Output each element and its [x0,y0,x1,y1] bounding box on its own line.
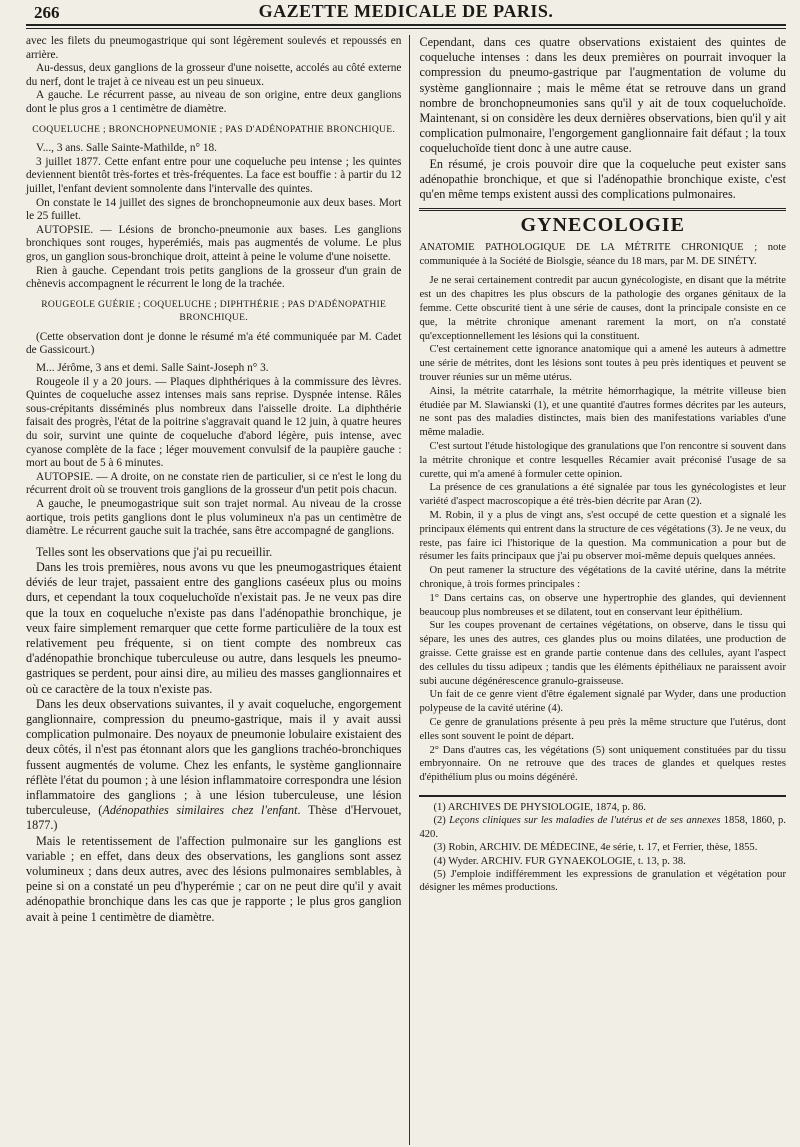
page-number: 266 [34,3,60,22]
footnote-rule [419,795,786,797]
paragraph: Rougeole il y a 20 jours. — Plaques diphthériques à la commissure des lèvres. Quintes de coqueluche assez intenses mais sans reprise. Dyspnée intense. Râles sous-crépitants disséminés plus nombreux dans l'aisselle droite. La diphthérie faisait des progrès, l'état de la poitrine s'aggravait quand le 12 juin, à quatre heures du soir, survint une quinte de coqueluche d'abord légère, puis intense, avec cyanose complète de la face ; léger mouvement convulsif de la paupière gauche : mort au bout de 5 à 6 minutes. [26,375,402,470]
paragraph: A gauche. Le récurrent passe, au niveau de son origine, entre deux ganglions dont le plus gros a 1 centimètre de diamètre. [26,89,402,115]
paragraph: Je ne serai certainement contredit par aucun gynécologiste, en disant que la métrite est un des chapitres les plus obscurs de la pathologie des organes génitaux de la femme. Cette obscurité tient à une série de causes, dont la principale consiste en ce que, la métrite chronique amenant rarement la mort, on n'a constaté qu'exceptionnellement les lésions qui la constituent. [419,275,786,342]
paragraph: Ainsi, la métrite catarrhale, la métrite hémorrhagique, la métrite villeuse bien étudiée par M. Slawianski (1), et une quantité d'autres formes décrites par les auteurs, ne sont pas des maladies distinctes, mais bien des manifestations variables d'une même maladie. [419,385,786,439]
footnote-text: (2) [433,815,450,827]
paragraph: Ce genre de granulations présente à peu près la même structure que l'utérus, dont elles sont souvent le point de départ. [419,716,786,742]
case-heading: COQUELUCHE ; BRONCHOPNEUMONIE ; PAS D'ADÉNOPATHIE BRONCHIQUE. [32,123,396,135]
paragraph-text: — A droite, on ne constate rien de particulier, si ce n'est le long du récurrent droit où se trouvent trois ganglions de la grosseur d'un petit pois chacun. [26,470,402,497]
citation-title: Leçons cliniques sur les maladies de l'utérus et de ses annexes [449,815,721,827]
paragraph: M... Jérôme, 3 ans et demi. Salle Saint-Joseph n° 3. [36,362,269,375]
journal-title: GAZETTE MEDICALE DE PARIS. [258,1,554,21]
footnote: (1) ARCHIVES DE PHYSIOLOGIE, 1874, p. 86. [433,801,646,813]
paragraph: Cependant, dans ces quatre observations existaient des quintes de coqueluche intenses : dans les deux premières on pourrait invoquer la compression du pneumo-gastrique par l'augmentation de volume du système ganglionnaire ; mais le même état se retrouve dans un grand nombre de bronchopneumonies sans qu'il y ait de toux coqueluchoïde. Maintenant, si on considère les deux dernières observations, bien qu'il y ait complication pulmonaire, l'engorgement ganglionnaire fait défaut ; la toux coqueluchoïde tient donc à une autre cause. [419,35,786,156]
citation-title: Adénopathies similaires chez l'enfant [102,803,298,818]
paragraph: 3 juillet 1877. Cette enfant entre pour une coqueluche peu intense ; les quintes deviennent bientôt très-fortes et très-fréquentes. La face est bouffie : à partir du 12 juillet, l'enfant devient somnolente dans l'intervalle des quintes. [26,155,402,195]
paragraph [26,471,401,498]
paragraph: Sur les coupes provenant de certaines végétations, on observe, dans le tissu qui sépare, les unes des autres, ces glandes plus ou moins dilatées, une production de graisse. Cette graisse est en grande partie contenue dans des cellules, ayant l'aspect des cellules du tissu adipeux ; tandis que les éléments épithéliaux ne paraissent avoir subi aucune dégénérescence granulo-graisseuse. [419,620,786,687]
paragraph: Un fait de ce genre vient d'être également signalé par Wyder, dans une production polypeuse de la cavité utérine (4). [419,689,786,715]
paragraph: On peut ramener la structure des végétations de la cavité utérine, dans la métrite chronique, à trois formes principales : [419,565,786,590]
footnote: (5) J'emploie indifféremment les expressions de granulation et végétation pour désigner les mêmes productions. [419,868,786,894]
paragraph: C'est surtout l'étude histologique des granulations que l'on rencontre si souvent dans la métrite chronique et contre lesquelles Récamier avait préconisé l'usage de sa curette, qui m'a amené à formuler cette opinion. [419,440,786,480]
paragraph: Au-dessus, deux ganglions de la grosseur d'une noisette, accolés au côté externe du nerf, dont le trajet à ce niveau est un peu sinueux. [26,62,402,88]
section-rule [419,208,786,211]
paragraph-text: Dans les deux observations suivantes, il y avait coqueluche, engorgement ganglionnaire, compression du pneumo-gastrique, mais il y avait aussi complication pulmonaire. Des noyaux de pneumonie lobulaire existaient des deux côtés, il n'est pas étonnant alors que les ganglions trachéo-bronchiques fussent augmentés de volume. Chez les enfants, le système ganglionnaire réflète l'état du poumon ; à une lésion inflammatoire correspondra une lésion inflammatoire des ganglions ; à une lésion tuberculeuse, une lésion tuberculeuse, ( [26,696,402,818]
paragraph: La présence de ces granulations a été signalée par tous les gynécologistes et leur variété d'aspect macroscopique a été très-bien décrite par Aran (2). [419,482,786,508]
right-column [410,35,786,1145]
header-rule [26,28,786,29]
paragraph: avec les filets du pneumogastrique qui sont légèrement soulevés et repoussés en arrière. [26,35,402,61]
left-column [26,35,410,1145]
footnote-text: 1858, 1860, p. 420. [419,815,786,840]
paragraph: 1° Dans certains cas, on observe une hypertrophie des glandes, qui deviennent beaucoup plus nombreuses et se dilatent, tout en conservant leur épithélium. [419,592,786,618]
paragraph-text: . Thèse d'Hervouet, 1877.) [26,803,402,833]
page-header [26,0,786,26]
paragraph: En résumé, je crois pouvoir dire que la coqueluche peut exister sans adénopathie bronchique, et que si l'adénopathie bronchique existe, c'est qu'en même temps existent aussi des complications pulmonaires. [419,156,786,202]
paragraph: A gauche, le pneumogastrique suit son trajet normal. Au niveau de la crosse aortique, trois petits ganglions dont le plus volumineux n'a pas un centimètre de diamètre. Le récurrent gauche suit la trachée, sans être accompagné de ganglions. [26,498,402,538]
autopsy-label: AUTOPSIE. [36,470,94,483]
article-title: ANATOMIE PATHOLOGIQUE DE LA MÉTRITE CHRONIQUE [419,241,744,253]
autopsy-label: AUTOPSIE. [36,223,94,236]
paragraph [26,224,401,265]
paragraph: On constate le 14 juillet des signes de bronchopneumonie aux deux bases. Mort le 25 fuillet. [26,196,402,223]
columns [26,35,786,1145]
paragraph: (Cette observation dont je donne le résumé m'a été communiquée par M. Cadet de Gassicourt.) [26,330,402,357]
article-heading [419,241,786,269]
section-title: GYNECOLOGIE [520,214,685,237]
case-heading: ROUGEOLE GUÉRIE ; COQUELUCHE ; DIPHTHÉRIE ; PAS D'ADÉNOPATHIE BRONCHIQUE. [41,298,387,324]
paragraph: C'est certainement cette ignorance anatomique qui a amené les auteurs à admettre une série de métrites, dont les lésions sont toutes à peu près identiques et peuvent se trouver réunies sur un même utérus. [419,344,786,383]
paragraph: Mais le retentissement de l'affection pulmonaire sur les ganglions est variable ; en effet, dans deux des observations, les ganglions sont assez volumineux ; dans deux autres, avec des lésions pulmonaires semblables, à peine si on a constaté un peu d'hyperémie ; car on ne peut dire qu'il y avait adénopathie bronchique dans les cas que je rapporte ; le plus gros ganglion avait à peine 1 centimètre de diamètre. [26,833,402,924]
footnote [419,814,786,841]
paragraph: Telles sont les observations que j'ai pu recueillir. [36,544,273,559]
paragraph: Rien à gauche. Cependant trois petits ganglions de la grosseur d'un grain de chènevis accompagnent le récurrent le long de la trachée. [26,264,402,291]
article-subtitle: ; note communiquée à la Société de Biolsgie, séance du 18 mars, par M. DE SINÉTY. [419,241,786,267]
paragraph: Dans les trois premières, nous avons vu que les pneumogastriques étaient déviés de leur trajet, passaient entre des ganglions caséeux plus ou moins durs, et cependant la toux coqueluchoïde n'existait pas. Je ne veux pas dire que la toux en coqueluche n'existe pas dans l'adénopathie bronchique, je veux faire simplement remarquer que cette forme particulière de la toux est relativement peu fréquente, si on tient compte des nombreux cas d'adénopathie bronchique tuberculeuse ou autre, dans lesquels les pneumo-gastriques se perdent, pour ainsi dire, au milieu des masses ganglionnaires et où ce caractère de la toux n'existe pas. [26,559,402,696]
footnote: (3) Robin, ARCHIV. DE MÉDECINE, 4e série, t. 17, et Ferrier, thèse, 1855. [433,842,758,854]
paragraph: V..., 3 ans. Salle Sainte-Mathilde, n° 18. [36,142,217,155]
footnote: (4) Wyder. ARCHIV. FUR GYNAEKOLOGIE, t. 13, p. 38. [433,855,686,867]
paragraph-text: — Lésions de broncho-pneumonie aux bases. Les ganglions bronchiques sont rouges, hyperémiés, mais pas augmentés de volume. Le plus gros, un ganglion sous-bronchique droit, atteint à peine le volume d'une noisette. [26,223,402,263]
paragraph: 2° Dans d'autres cas, les végétations (5) sont uniquement constituées par du tissu embryonnaire. On ne retrouve que des traces de glandes et quelques restes d'épithélium plus ou moins dégénéré. [419,744,786,784]
paragraph [26,697,401,834]
paragraph: M. Robin, il y a plus de vingt ans, s'est occupé de cette question et a signalé les principaux éléments qui entrent dans la structure de ces végétations (3). Je ne veux, du reste, pas faire ici l'historique de la question. Ma communication a pour but de résumer les faits principaux que j'ai pu observer moi-même depuis quelques années. [419,509,786,563]
